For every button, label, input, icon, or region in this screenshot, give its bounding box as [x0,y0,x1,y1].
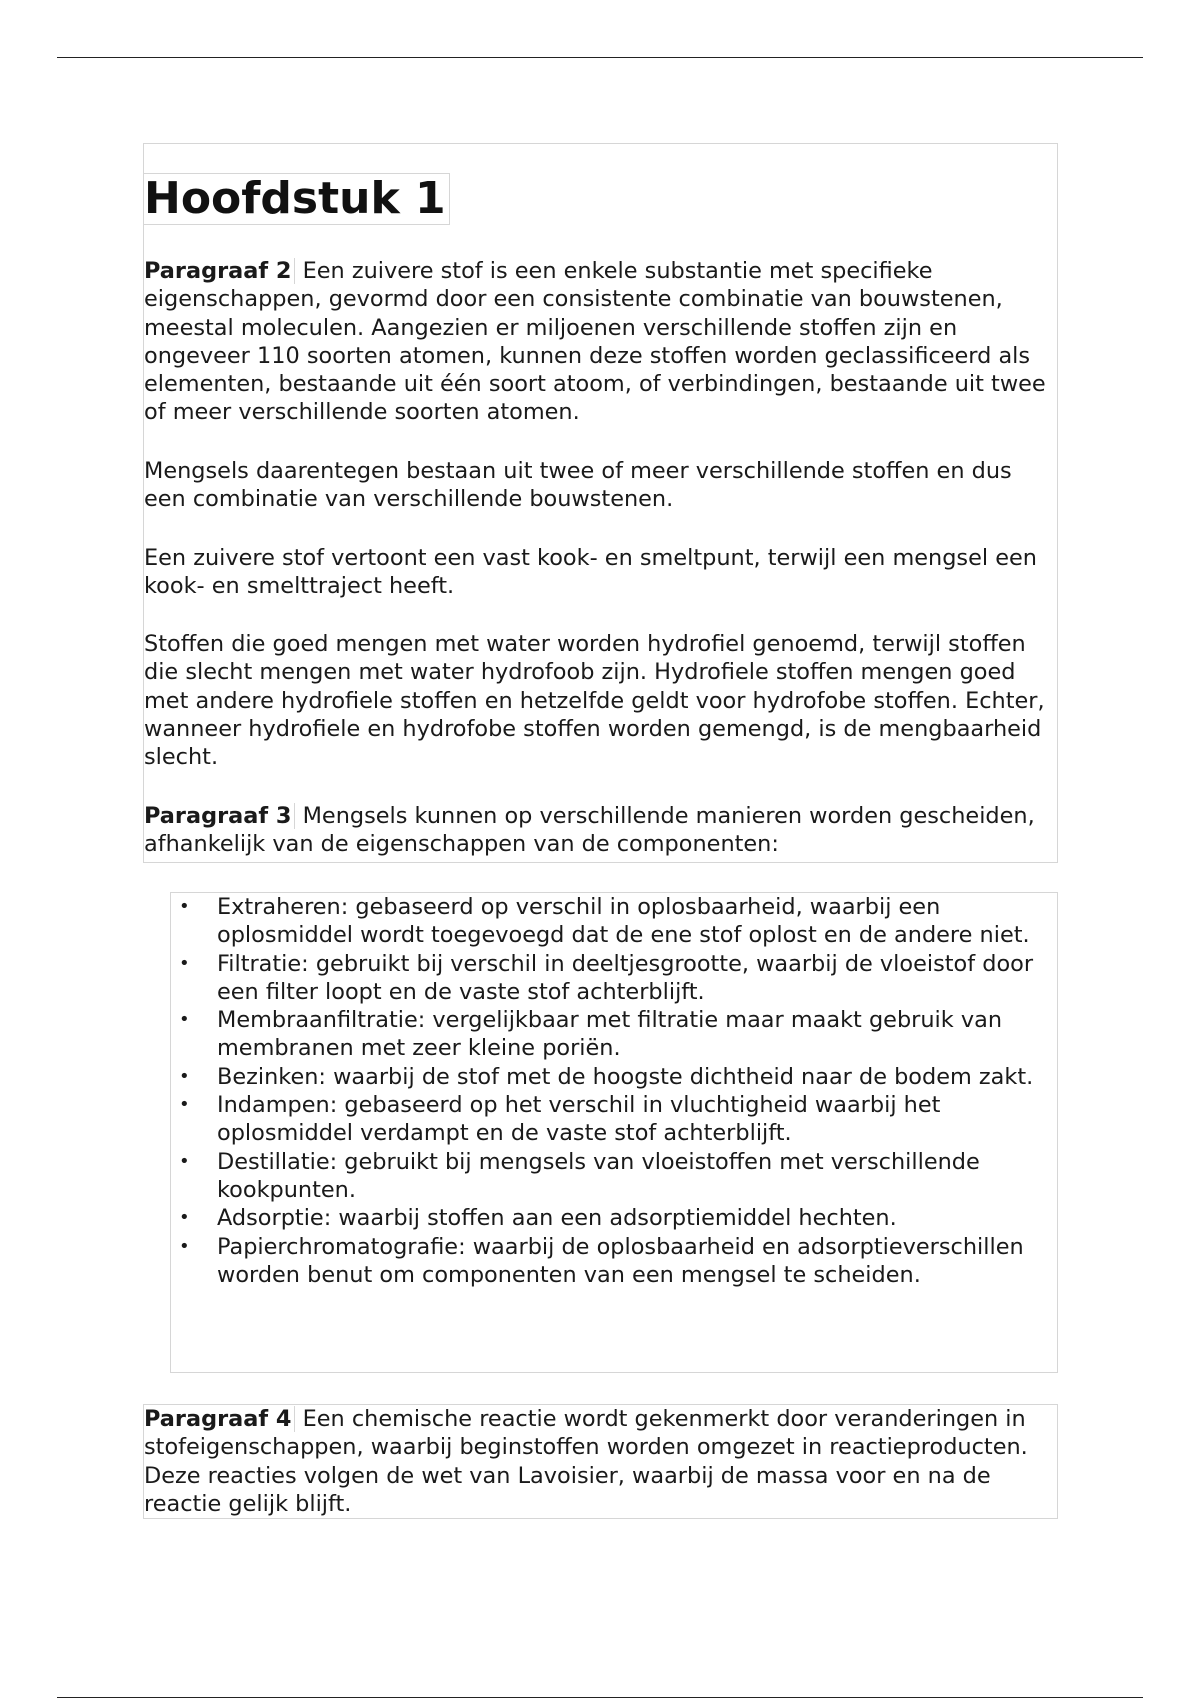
bottom-rule [57,1697,1143,1698]
list-item-text: Bezinken: waarbij de stof met de hoogste dichtheid naar de bodem zakt. [217,1063,1034,1090]
list-item-text: Filtratie: gebruikt bij verschil in deeltjesgrootte, waarbij de vloeistof door een filter loopt en de vaste stof achterblijft. [217,950,1034,1005]
list-item [171,1233,1059,1290]
list-item [171,893,1059,950]
bullet-icon: • [179,952,190,974]
bullet-icon: • [179,1207,190,1229]
bullet-icon: • [179,1235,190,1257]
chapter-title: Hoofdstuk 1 [144,173,450,225]
list-item [171,1063,1059,1091]
paragraph-4-block [143,1404,1058,1519]
paragraph-2-label: Paragraaf 2 [144,258,295,284]
list-item-text: Membraanfiltratie: vergelijkbaar met filtratie maar maakt gebruik van membranen met zeer kleine poriën. [217,1007,1003,1062]
list-item-text: Adsorptie: waarbij stoffen aan een adsorptiemiddel hechten. [217,1205,897,1232]
list-item [171,1148,1059,1205]
list-item-text: Indampen: gebaseerd op het verschil in vluchtigheid waarbij het oplosmiddel verdampt en de vaste stof achterblijft. [217,1092,941,1147]
list-item [171,1091,1059,1148]
paragraph-3-label: Paragraaf 3 [144,803,295,829]
bullet-icon: • [179,1009,190,1031]
separation-methods-block [170,892,1058,1373]
hydrophilic-paragraph: Stoffen die goed mengen met water worden hydrofiel genoemd, terwijl stoffen die slecht mengen met water hydrofoob zijn. Hydrofiele stoffen mengen goed met andere hydrofiele stoffen en hetzelfde geldt voor hydrofobe stoffen. Echter, wanneer hydrofiele en hydrofobe stoffen worden gemengd, is de mengbaarheid slecht. [144,631,1045,771]
paragraph-3 [144,802,1059,859]
paragraph-4-label: Paragraaf 4 [144,1406,295,1432]
list-item [171,950,1059,1007]
separation-methods-list [171,893,1059,1289]
bullet-icon: • [179,1094,190,1116]
list-item-text: Papierchromatografie: waarbij de oplosbaarheid en adsorptieverschillen worden benut om componenten van een mengsel te scheiden. [217,1233,1024,1288]
list-item-text: Extraheren: gebaseerd op verschil in oplosbaarheid, waarbij een oplosmiddel wordt toegevoegd dat de ene stof oplost en de andere niet. [217,894,1030,949]
bullet-icon: • [179,896,190,917]
list-item-text: Destillatie: gebruikt bij mengsels van vloeistoffen met verschillende kookpunten. [217,1148,980,1203]
bullet-icon: • [179,1065,190,1087]
main-text-block [143,143,1058,863]
bullet-icon: • [179,1150,190,1172]
paragraph-3-text: Mengsels kunnen op verschillende manieren worden gescheiden, afhankelijk van de eigenschappen van de componenten: [144,803,1035,858]
paragraph-4-text: Een chemische reactie wordt gekenmerkt door veranderingen in stofeigenschappen, waarbij beginstoffen worden omgezet in reactieproducten. Deze reacties volgen de wet van Lavoisier, waarbij de massa voor en na de reactie gelijk blijft. [144,1406,1028,1517]
list-item [171,1006,1059,1063]
boiling-point-paragraph: Een zuivere stof vertoont een vast kook- en smeltpunt, terwijl een mengsel een kook- en smelttraject heeft. [144,545,1037,600]
paragraph-2 [144,257,1059,427]
paragraph-2-text: Een zuivere stof is een enkele substantie met specifieke eigenschappen, gevormd door een consistente combinatie van bouwstenen, meestal moleculen. Aangezien er miljoenen verschillende stoffen zijn en ongeveer 110 soorten atomen, kunnen deze stoffen worden geclassificeerd als elementen, bestaande uit één soort atoom, of verbindingen, bestaande uit twee of meer verschillende soorten atomen. [144,258,1046,426]
top-rule [57,57,1143,58]
list-item [171,1204,1059,1232]
mixtures-paragraph: Mengsels daarentegen bestaan uit twee of meer verschillende stoffen en dus een combinatie van verschillende bouwstenen. [144,458,1012,513]
paragraph-4 [144,1405,1059,1518]
